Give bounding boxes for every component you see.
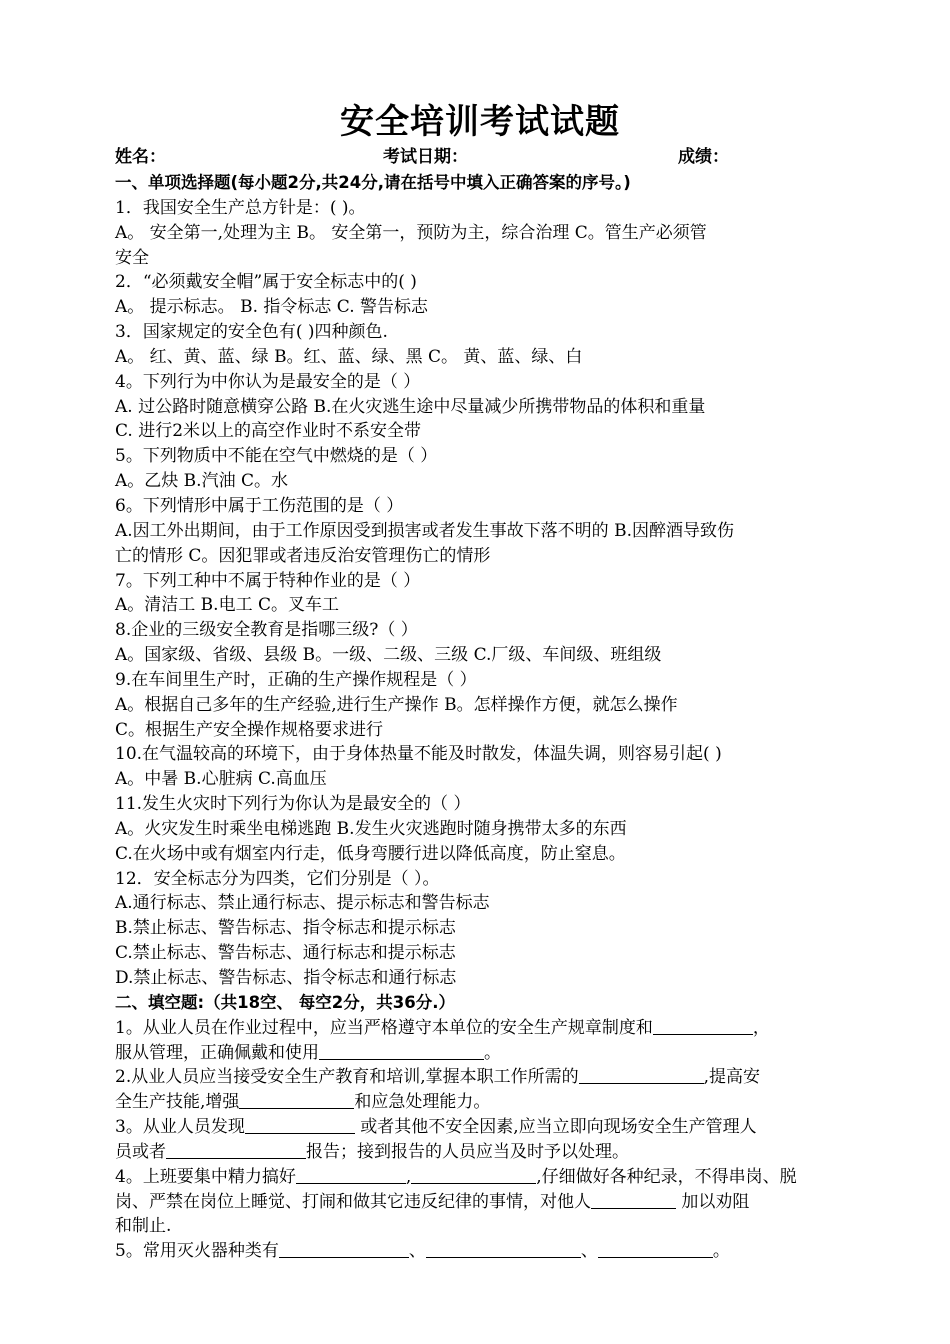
text-line: 亡的情形 C。因犯罪或者违反治安管理伤亡的情形 bbox=[115, 545, 491, 566]
text-segment: 。 bbox=[484, 1042, 501, 1063]
text-segment: 和应急处理能力。 bbox=[354, 1092, 491, 1113]
text-line: 4。下列行为中你认为是最安全的是（ ） bbox=[115, 371, 421, 392]
question-body bbox=[115, 171, 845, 1264]
name-label: 姓名： bbox=[115, 147, 166, 167]
text-segment: 全生产技能,增强 bbox=[115, 1092, 240, 1113]
text-line bbox=[115, 1041, 845, 1066]
fill-in-blank[interactable] bbox=[245, 1115, 355, 1134]
text-segment: 4。上班要集中精力搞好 bbox=[115, 1166, 296, 1187]
fill-in-blank[interactable] bbox=[239, 1090, 354, 1109]
fill-in-blank[interactable] bbox=[319, 1041, 484, 1060]
text-segment: 5。常用灭火器种类有 bbox=[115, 1241, 279, 1262]
text-line bbox=[115, 1016, 845, 1041]
text-line: 和制止. bbox=[115, 1216, 172, 1237]
fill-in-blank[interactable] bbox=[591, 1190, 676, 1209]
text-line: A。 安全第一,处理为主 B。 安全第一，预防为主，综合治理 C。管生产必须管 bbox=[115, 222, 707, 243]
text-segment: 、 bbox=[580, 1241, 598, 1262]
text-segment: 、 bbox=[408, 1241, 426, 1262]
text-segment: 岗、严禁在岗位上睡觉、打闹和做其它违反纪律的事情，对他人 bbox=[115, 1191, 591, 1212]
text-line: A。根据自己多年的生产经验,进行生产操作 B。怎样操作方便，就怎么操作 bbox=[115, 694, 678, 715]
text-segment: 3。从业人员发现 bbox=[115, 1117, 245, 1138]
fill-in-blank[interactable] bbox=[296, 1165, 406, 1184]
text-line: 5。下列物质中不能在空气中燃烧的是（ ） bbox=[115, 446, 438, 467]
text-line: D.禁止标志、警告标志、指令标志和通行标志 bbox=[115, 968, 457, 988]
text-line bbox=[115, 1090, 845, 1115]
text-segment: 员或者 bbox=[115, 1141, 166, 1162]
text-line bbox=[115, 1190, 845, 1215]
text-line bbox=[115, 1140, 845, 1165]
text-segment: 或者其他不安全因素,应当立即向现场安全生产管理人 bbox=[354, 1117, 757, 1138]
text-line: 11.发生火灾时下列行为你认为是最安全的（ ） bbox=[115, 794, 471, 815]
text-line: A。 红、黄、蓝、绿 B。红、蓝、绿、黑 C。 黄、蓝、绿、白 bbox=[115, 346, 583, 367]
fill-in-blank[interactable] bbox=[166, 1140, 306, 1159]
text-segment: ,提高安 bbox=[703, 1067, 761, 1088]
text-line: A.通行标志、禁止通行标志、提示标志和警告标志 bbox=[115, 893, 490, 914]
text-line: A。中暑 B.心脏病 C.高血压 bbox=[115, 769, 327, 790]
text-line bbox=[115, 1239, 845, 1264]
text-line: C.在火场中或有烟室内行走，低身弯腰行进以降低高度，防止窒息。 bbox=[115, 843, 626, 864]
text-line: B.禁止标志、警告标志、指令标志和提示标志 bbox=[115, 918, 456, 939]
text-line: A. 过公路时随意横穿公路 B.在火灾逃生途中尽量减少所携带物品的体积和重量 bbox=[115, 396, 706, 417]
text-line: 6。下列情形中属于工伤范围的是（ ） bbox=[115, 495, 404, 516]
text-segment: 1。从业人员在作业过程中，应当严格遵守本单位的安全生产规章制度和 bbox=[115, 1017, 653, 1038]
text-line: C. 进行2米以上的高空作业时不系安全带 bbox=[115, 421, 422, 442]
text-segment: ,仔细做好各种纪录，不得串岗、脱 bbox=[536, 1166, 797, 1187]
text-line: A。 提示标志。 B. 指令标志 C. 警告标志 bbox=[115, 297, 428, 318]
text-line bbox=[115, 1065, 845, 1090]
text-line: C.禁止标志、警告标志、通行标志和提示标志 bbox=[115, 943, 456, 964]
text-line: A。清洁工 B.电工 C。叉车工 bbox=[115, 595, 339, 616]
text-line: A。火灾发生时乘坐电梯逃跑 B.发生火灾逃跑时随身携带太多的东西 bbox=[115, 818, 627, 839]
text-segment: , bbox=[405, 1166, 412, 1187]
fill-in-blank[interactable] bbox=[598, 1239, 713, 1258]
text-line: 8.企业的三级安全教育是指哪三级?（ ） bbox=[115, 620, 418, 641]
fill-in-blank[interactable] bbox=[579, 1065, 704, 1084]
text-line: 3．国家规定的安全色有( )四种颜色. bbox=[115, 322, 388, 343]
exam-date-label: 考试日期： bbox=[383, 147, 468, 167]
text-line: A。国家级、省级、县级 B。一级、二级、三级 C.厂级、车间级、班组级 bbox=[115, 645, 662, 666]
text-line bbox=[115, 1165, 845, 1190]
text-line: 7。下列工种中不属于特种作业的是（ ） bbox=[115, 570, 421, 591]
text-segment: ， bbox=[752, 1017, 770, 1038]
text-line: 安全 bbox=[115, 247, 149, 268]
text-segment: 服从管理，正确佩戴和使用 bbox=[115, 1042, 319, 1063]
text-line: A.因工外出期间，由于工作原因受到损害或者发生事故下落不明的 B.因醉酒导致伤 bbox=[115, 520, 734, 541]
section-heading: 二、填空题:（共18空、 每空2分，共36分.） bbox=[115, 992, 456, 1012]
text-line: 2．“必须戴安全帽”属于安全标志中的( ) bbox=[115, 272, 417, 293]
text-line: C。根据生产安全操作规格要求进行 bbox=[115, 719, 384, 740]
score-label: 成绩： bbox=[678, 147, 729, 167]
text-segment: 报告；接到报告的人员应当及时予以处理。 bbox=[306, 1141, 629, 1162]
text-line: 9.在车间里生产时，正确的生产操作规程是（ ） bbox=[115, 669, 477, 690]
text-line: 1．我国安全生产总方针是：( )。 bbox=[115, 197, 366, 218]
fill-in-blank[interactable] bbox=[426, 1239, 581, 1258]
text-line: 10.在气温较高的环境下，由于身体热量不能及时散发，体温失调，则容易引起( ) bbox=[115, 744, 722, 765]
text-line bbox=[115, 1115, 845, 1140]
text-segment: 加以劝阻 bbox=[676, 1191, 750, 1212]
page-title: 安全培训考试试题 bbox=[340, 102, 620, 142]
exam-info-row bbox=[115, 144, 845, 170]
text-line: 12．安全标志分为四类，它们分别是（ ）。 bbox=[115, 868, 440, 889]
fill-in-blank[interactable] bbox=[411, 1165, 536, 1184]
text-segment: 。 bbox=[712, 1241, 730, 1262]
fill-in-blank[interactable] bbox=[653, 1016, 753, 1035]
section-heading: 一、单项选择题(每小题2分,共24分,请在括号中填入正确答案的序号。) bbox=[115, 173, 631, 192]
text-line: A。乙炔 B.汽油 C。水 bbox=[115, 471, 288, 492]
fill-in-blank[interactable] bbox=[279, 1239, 409, 1258]
text-segment: 2.从业人员应当接受安全生产教育和培训,掌握本职工作所需的 bbox=[115, 1067, 579, 1088]
